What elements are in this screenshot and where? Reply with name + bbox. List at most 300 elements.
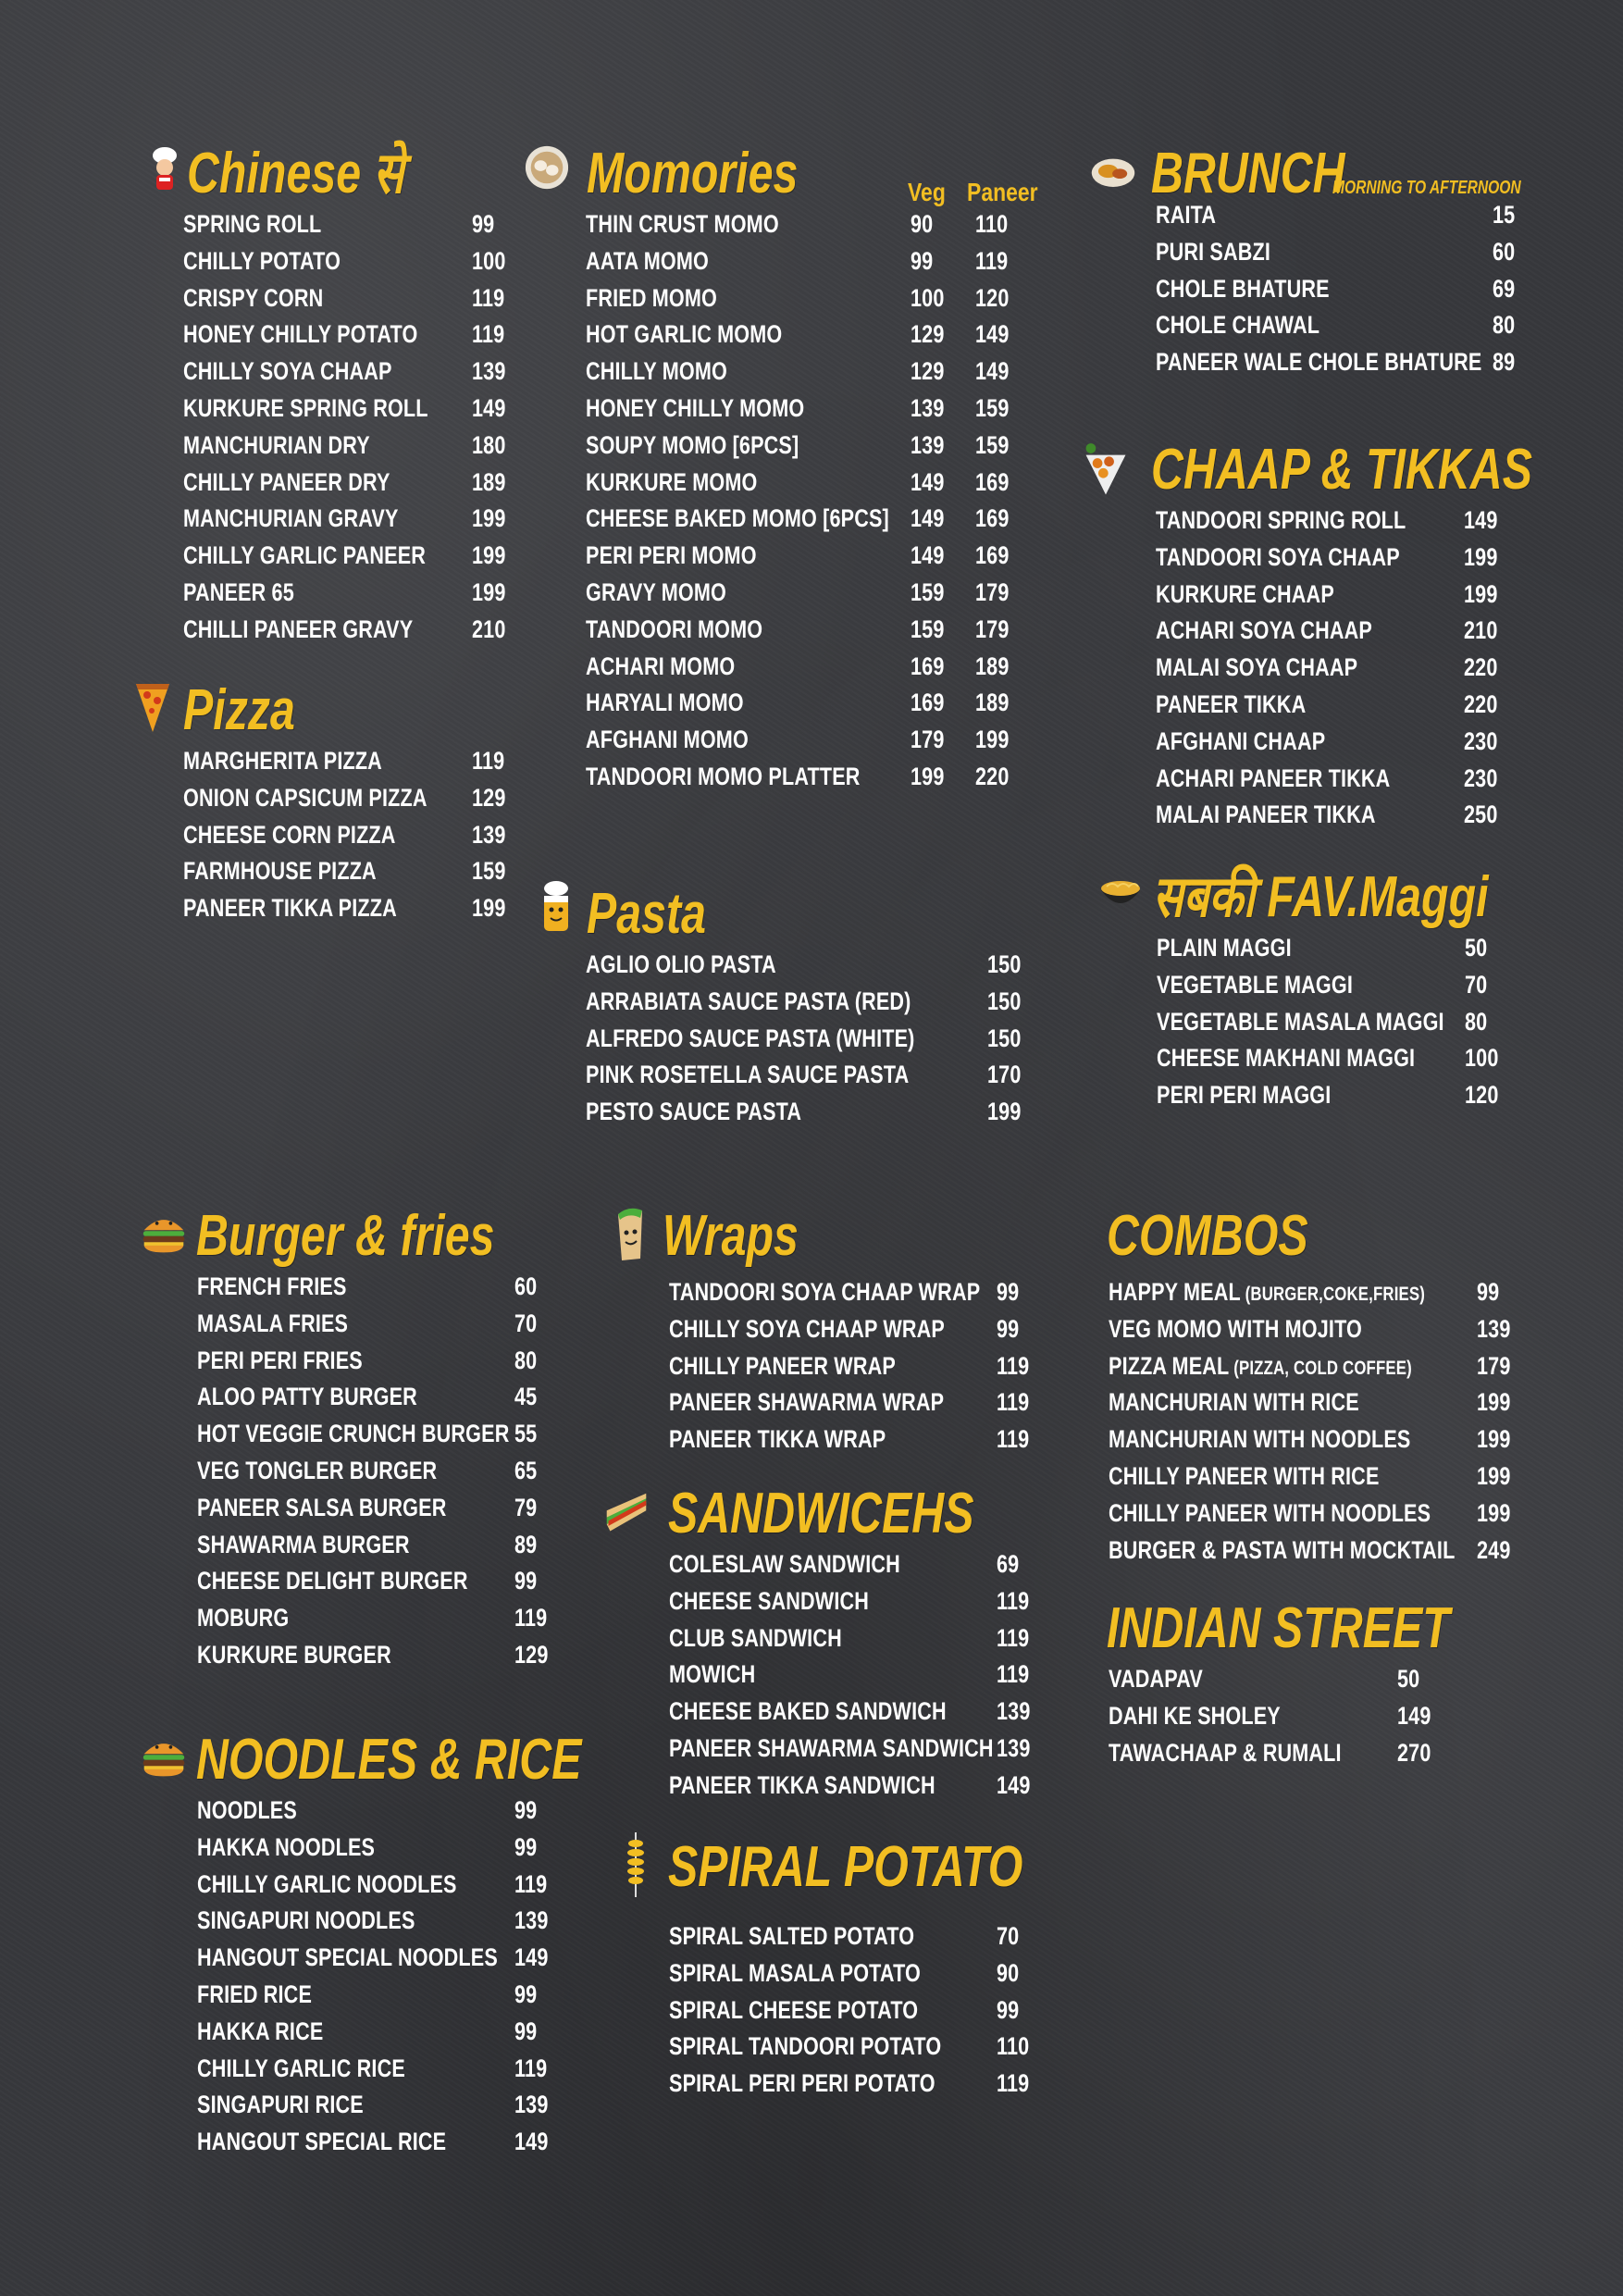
section-burger (141, 1201, 566, 1673)
item-name: CHEESE DELIGHT BURGER (197, 1567, 468, 1595)
menu-item (1156, 612, 1526, 649)
item-price-paneer: 189 (975, 689, 1010, 717)
menu-item (183, 500, 516, 537)
menu-item (197, 1378, 563, 1415)
section-title: CHAAP & TIKKAS (1151, 438, 1532, 502)
item-name: CHILLI PANEER GRAVY (183, 614, 414, 643)
item-price: 210 (472, 614, 506, 643)
menu-item (1156, 539, 1526, 576)
item-name: CHILLY MOMO (586, 357, 727, 386)
item-name: PIZZA MEAL (PIZZA, COLD COFFEE) (1109, 1351, 1412, 1380)
item-price-veg: 159 (911, 577, 945, 606)
chef-beer-icon (533, 885, 579, 931)
column-header-paneer: Paneer (967, 178, 1038, 206)
item-list (183, 742, 518, 926)
item-price-paneer: 159 (975, 393, 1010, 422)
item-price-veg: 179 (911, 726, 945, 754)
item-price: 149 (997, 1770, 1031, 1799)
item-name: ALOO PATTY BURGER (197, 1383, 417, 1411)
item-name: PANEER TIKKA PIZZA (183, 894, 397, 923)
item-price: 199 (1477, 1425, 1511, 1454)
item-price: 50 (1397, 1665, 1420, 1693)
menu-item (197, 1415, 563, 1452)
item-price: 70 (997, 1922, 1020, 1950)
menu-item (586, 205, 1058, 242)
item-price-veg: 129 (911, 357, 945, 386)
item-name: CHILLY GARLIC PANEER (183, 541, 427, 570)
item-price-veg: 169 (911, 652, 945, 680)
menu-item (586, 1093, 1048, 1130)
item-price: 50 (1465, 934, 1488, 962)
item-price-veg: 149 (911, 541, 945, 570)
item-price-paneer: 119 (975, 246, 1009, 275)
menu-item (183, 316, 516, 353)
item-price: 45 (514, 1383, 538, 1411)
menu-item (197, 1342, 563, 1379)
item-name: HANGOUT SPECIAL NOODLES (197, 1943, 498, 1972)
item-price-paneer: 179 (975, 577, 1010, 606)
item-name: COLESLAW SANDWICH (669, 1550, 900, 1578)
item-price: 139 (997, 1733, 1031, 1762)
item-price: 99 (514, 1980, 538, 2008)
item-price: 150 (987, 987, 1022, 1015)
item-price: 149 (472, 393, 506, 422)
item-name: PANEER 65 (183, 577, 294, 606)
menu-item (586, 242, 1058, 279)
item-name: MANCHURIAN WITH NOODLES (1109, 1425, 1411, 1454)
item-name: CHILLY PANEER DRY (183, 467, 390, 496)
item-price: 159 (472, 857, 506, 886)
menu-item (183, 464, 516, 501)
item-list (1157, 929, 1527, 1113)
item-name: MASALA FRIES (197, 1309, 349, 1337)
section-header (1083, 435, 1545, 502)
item-name: MARGHERITA PIZZA (183, 747, 382, 775)
section-title: INDIAN STREET (1107, 1596, 1450, 1660)
item-name: PERI PERI MAGGI (1157, 1081, 1332, 1110)
menu-item (197, 2086, 563, 2123)
burger-icon (141, 1734, 187, 1781)
item-price: 119 (472, 320, 505, 349)
menu-item (1157, 1039, 1527, 1076)
menu-item (1156, 196, 1531, 233)
item-name: VEGETABLE MAGGI (1157, 970, 1354, 999)
item-price: 149 (1464, 506, 1498, 534)
item-price: 120 (1465, 1081, 1499, 1110)
item-name: SPIRAL TANDOORI POTATO (669, 2032, 942, 2061)
item-name: HOT VEGGIE CRUNCH BURGER (197, 1420, 510, 1448)
item-name: FRIED RICE (197, 1980, 313, 2008)
momo-icon (524, 144, 570, 191)
sandwich-icon (603, 1490, 650, 1536)
item-name: SPIRAL SALTED POTATO (669, 1922, 915, 1950)
item-price: 199 (1464, 542, 1498, 571)
item-price-veg: 90 (911, 210, 934, 238)
item-name: PLAIN MAGGI (1157, 934, 1292, 962)
item-list (669, 1917, 1039, 2102)
section-pasta (533, 879, 1051, 1130)
section-spiral (622, 1832, 1066, 2102)
item-name: HAKKA NOODLES (197, 1832, 376, 1861)
section-momories (524, 139, 1060, 795)
item-name: SPIRAL MASALA POTATO (669, 1958, 922, 1987)
item-price: 199 (1477, 1498, 1511, 1527)
menu-item (586, 316, 1058, 353)
menu-item (586, 758, 1058, 795)
item-price: 249 (1477, 1535, 1511, 1564)
menu-item (197, 1939, 563, 1976)
item-price: 119 (997, 1425, 1030, 1454)
menu-item (197, 1636, 563, 1673)
menu-item (1109, 1421, 1516, 1458)
item-price-veg: 159 (911, 614, 945, 643)
item-price-paneer: 159 (975, 430, 1010, 459)
item-name: AFGHANI MOMO (586, 726, 749, 754)
wrap-icon (607, 1205, 653, 1264)
item-name: SINGAPURI NOODLES (197, 1906, 415, 1935)
item-name: CLUB SANDWICH (669, 1623, 842, 1652)
item-name: FRENCH FRIES (197, 1272, 347, 1300)
item-price-paneer: 199 (975, 726, 1010, 754)
menu-item (1157, 1076, 1527, 1113)
section-header (524, 139, 1060, 205)
spiral-potato-icon (622, 1832, 650, 1897)
item-price: 199 (472, 577, 506, 606)
section-title: BRUNCH (1151, 142, 1345, 205)
menu-item (1109, 1273, 1516, 1310)
item-price: 99 (472, 210, 495, 238)
menu-item (586, 1056, 1048, 1093)
menu-item (1157, 966, 1527, 1003)
menu-item (183, 279, 516, 316)
menu-item (197, 2050, 563, 2087)
item-price-paneer: 149 (975, 357, 1010, 386)
item-price: 230 (1464, 726, 1498, 755)
item-name: CHOLE CHAWAL (1156, 311, 1320, 340)
item-list (183, 205, 516, 648)
item-price: 170 (987, 1061, 1022, 1089)
menu-item (1109, 1310, 1516, 1347)
item-price: 100 (1465, 1044, 1499, 1073)
item-name: CHEESE SANDWICH (669, 1586, 870, 1615)
item-price: 80 (1493, 311, 1516, 340)
item-price: 119 (514, 2054, 548, 2082)
item-name: KURKURE BURGER (197, 1640, 391, 1669)
section-title: सबकी FAV.Maggi (1153, 865, 1489, 929)
item-price: 65 (514, 1456, 538, 1484)
item-price: 139 (997, 1697, 1031, 1726)
item-name: CHEESE BAKED SANDWICH (669, 1697, 947, 1726)
menu-item (197, 1526, 563, 1563)
item-price-veg: 199 (911, 762, 945, 790)
menu-item (586, 390, 1058, 427)
item-price: 60 (514, 1272, 538, 1300)
item-name: PANEER SHAWARMA SANDWICH (669, 1733, 994, 1762)
menu-item (197, 1829, 563, 1866)
item-list (586, 946, 1048, 1130)
item-name: RAITA (1156, 201, 1217, 229)
section-header (1107, 1594, 1542, 1660)
section-brunch (1090, 139, 1534, 380)
item-price-veg: 169 (911, 689, 945, 717)
item-price: 80 (514, 1346, 538, 1374)
menu-item (183, 742, 518, 779)
item-name: HAKKA RICE (197, 2017, 324, 2045)
item-name: PERI PERI FRIES (197, 1346, 363, 1374)
item-price: 99 (514, 1567, 538, 1595)
menu-item (669, 1347, 1039, 1384)
menu-item (669, 1693, 1039, 1730)
item-price: 99 (514, 1796, 538, 1824)
item-name: THIN CRUST MOMO (586, 210, 779, 238)
menu-item (1109, 1532, 1516, 1569)
item-price: 69 (1493, 274, 1516, 303)
section-title: Chinese से (187, 142, 404, 205)
section-header (603, 1479, 1047, 1545)
item-list (586, 205, 1058, 795)
item-price: 199 (472, 894, 506, 923)
item-name: KURKURE CHAAP (1156, 579, 1334, 608)
item-price: 99 (997, 1995, 1020, 2024)
item-price: 150 (987, 1024, 1022, 1052)
tikka-icon (1083, 435, 1129, 500)
item-price: 230 (1464, 763, 1498, 792)
item-price: 250 (1464, 800, 1498, 829)
item-name: CHEESE BAKED MOMO [6PCS] (586, 504, 889, 533)
menu-item (1156, 270, 1531, 307)
item-name: SPIRAL CHEESE POTATO (669, 1995, 919, 2024)
item-price: 99 (1477, 1278, 1500, 1306)
section-title: SPIRAL POTATO (668, 1835, 1023, 1899)
item-name: KURKURE MOMO (586, 467, 758, 496)
menu-item (586, 983, 1048, 1020)
item-price: 139 (1477, 1314, 1511, 1343)
section-header (141, 1201, 566, 1268)
item-name: PANEER TIKKA SANDWICH (669, 1770, 935, 1799)
menu-item (197, 1489, 563, 1526)
menu-item (1156, 760, 1526, 797)
menu-item (1156, 306, 1531, 343)
item-price: 70 (514, 1309, 538, 1337)
item-name: AATA MOMO (586, 246, 710, 275)
menu-item (586, 537, 1058, 574)
menu-item (669, 1421, 1039, 1458)
item-price: 199 (1477, 1461, 1511, 1490)
menu-item (197, 1976, 563, 2013)
menu-item (669, 1620, 1039, 1657)
item-name: PANEER TIKKA (1156, 689, 1307, 718)
item-price: 179 (1477, 1351, 1511, 1380)
item-price: 149 (1397, 1701, 1431, 1730)
item-name: MANCHURIAN WITH RICE (1109, 1388, 1359, 1417)
section-noodles (141, 1725, 582, 2160)
item-price: 119 (997, 1660, 1030, 1689)
menu-item (669, 1992, 1039, 2029)
item-name: TANDOORI MOMO PLATTER (586, 762, 861, 790)
item-price: 199 (1464, 579, 1498, 608)
item-name: PERI PERI MOMO (586, 541, 757, 570)
item-price: 199 (1477, 1388, 1511, 1417)
menu-item (183, 574, 516, 611)
item-name: SOUPY MOMO [6PCS] (586, 430, 799, 459)
section-header (130, 676, 518, 742)
item-name: MALAI SOYA CHAAP (1156, 653, 1358, 682)
item-name: HONEY CHILLY POTATO (183, 320, 418, 349)
item-list (197, 1268, 563, 1673)
section-indian-street (1107, 1594, 1542, 1770)
item-price: 189 (472, 467, 506, 496)
menu-item (1109, 1458, 1516, 1495)
item-price-paneer: 179 (975, 614, 1010, 643)
item-name: CHILLY GARLIC RICE (197, 2054, 405, 2082)
menu-item (1109, 1697, 1479, 1734)
item-note: (BURGER,COKE,FRIES) (1240, 1284, 1426, 1305)
menu-item (586, 611, 1058, 648)
item-name: VEGETABLE MASALA MAGGI (1157, 1007, 1444, 1036)
section-chinese (144, 139, 514, 648)
section-title: Burger & fries (196, 1204, 495, 1268)
menu-item (669, 1273, 1039, 1310)
item-name: BURGER & PASTA WITH MOCKTAIL (1109, 1535, 1456, 1564)
item-name: CHOLE BHATURE (1156, 274, 1330, 303)
item-price: 199 (472, 541, 506, 570)
menu-item (183, 390, 516, 427)
section-header (533, 879, 1051, 946)
item-price: 80 (1465, 1007, 1488, 1036)
item-name: MALAI PANEER TIKKA (1156, 800, 1376, 829)
menu-item (1156, 796, 1526, 833)
item-price: 119 (472, 283, 505, 312)
menu-item (197, 1902, 563, 1939)
item-price: 90 (997, 1958, 1020, 1987)
menu-item (183, 242, 516, 279)
item-price-veg: 129 (911, 320, 945, 349)
chef-icon (144, 146, 185, 192)
item-name: PANEER WALE CHOLE BHATURE (1156, 348, 1482, 377)
item-name: VADAPAV (1109, 1665, 1203, 1693)
menu-item (1156, 502, 1526, 539)
item-list (1109, 1273, 1516, 1568)
menu-item (669, 1545, 1039, 1582)
section-header (1107, 1201, 1542, 1268)
item-price-paneer: 169 (975, 467, 1010, 496)
item-name: CHEESE MAKHANI MAGGI (1157, 1044, 1416, 1073)
item-name: ACHARI MOMO (586, 652, 736, 680)
menu-item (586, 427, 1058, 464)
item-name: ALFREDO SAUCE PASTA (WHITE) (586, 1024, 915, 1052)
menu-item (197, 1452, 563, 1489)
menu-item (669, 1656, 1039, 1693)
item-price: 99 (514, 2017, 538, 2045)
item-name: TANDOORI SOYA CHAAP WRAP (669, 1278, 981, 1306)
menu-item (1156, 576, 1526, 613)
item-price: 220 (1464, 689, 1498, 718)
item-price-veg: 149 (911, 467, 945, 496)
menu-item (183, 816, 518, 853)
item-price: 69 (997, 1550, 1020, 1578)
item-list (197, 1792, 563, 2160)
item-price-paneer: 169 (975, 504, 1010, 533)
item-price-paneer: 120 (975, 283, 1010, 312)
item-note: (PIZZA, COLD COFFEE) (1229, 1357, 1412, 1379)
section-title: Momories (587, 142, 799, 205)
item-name: HANGOUT SPECIAL RICE (197, 2128, 447, 2156)
menu-item (197, 1268, 563, 1305)
item-name: HOT GARLIC MOMO (586, 320, 783, 349)
section-combos (1107, 1201, 1542, 1568)
item-price-veg: 99 (911, 246, 934, 275)
item-name: VEG TONGLER BURGER (197, 1456, 438, 1484)
section-header (1097, 863, 1542, 929)
item-list (1109, 1660, 1479, 1770)
item-name: FRIED MOMO (586, 283, 717, 312)
menu-item (197, 2013, 563, 2050)
menu-item (197, 1792, 563, 1829)
section-title: COMBOS (1107, 1204, 1308, 1268)
item-name: GRAVY MOMO (586, 577, 727, 606)
item-price: 100 (472, 246, 506, 275)
item-name: PANEER SALSA BURGER (197, 1493, 447, 1521)
item-name: CHILLY GARLIC NOODLES (197, 1869, 457, 1898)
item-name: CHILLY POTATO (183, 246, 341, 275)
item-price: 220 (1464, 653, 1498, 682)
item-name: SPIRAL PERI PERI POTATO (669, 2069, 935, 2098)
menu-item (197, 1866, 563, 1903)
item-name: SINGAPURI RICE (197, 2091, 364, 2119)
section-wraps (607, 1201, 1051, 1458)
menu-item (1156, 233, 1531, 270)
item-price: 129 (514, 1640, 549, 1669)
item-name: MANCHURIAN DRY (183, 430, 370, 459)
menu-item (586, 574, 1058, 611)
item-price-veg: 149 (911, 504, 945, 533)
item-price: 129 (472, 783, 506, 812)
item-name: ACHARI PANEER TIKKA (1156, 763, 1391, 792)
section-header (622, 1832, 1066, 1899)
menu-item (183, 889, 518, 926)
item-price: 139 (472, 820, 506, 849)
item-price: 99 (997, 1314, 1020, 1343)
menu-item (669, 2065, 1039, 2102)
item-name: CHEESE CORN PIZZA (183, 820, 396, 849)
menu-item (1156, 649, 1526, 686)
item-name: TANDOORI SOYA CHAAP (1156, 542, 1400, 571)
item-name: CHILLY PANEER WRAP (669, 1351, 896, 1380)
item-list (669, 1273, 1039, 1458)
menu-item (669, 1310, 1039, 1347)
item-price: 99 (997, 1278, 1020, 1306)
item-price: 139 (514, 2091, 549, 2119)
item-name: TANDOORI SPRING ROLL (1156, 506, 1406, 534)
item-name: PANEER SHAWARMA WRAP (669, 1388, 945, 1417)
item-price: 55 (514, 1420, 538, 1448)
item-name: NOODLES (197, 1796, 297, 1824)
item-name: CHILLY PANEER WITH NOODLES (1109, 1498, 1431, 1527)
item-name: MOBURG (197, 1604, 290, 1632)
menu-item (586, 946, 1048, 983)
item-price: 180 (472, 430, 506, 459)
menu-item (669, 1730, 1039, 1767)
menu-item (1156, 686, 1526, 723)
menu-item (183, 537, 516, 574)
item-price-veg: 139 (911, 393, 945, 422)
menu-item (183, 611, 516, 648)
item-name: KURKURE SPRING ROLL (183, 393, 428, 422)
item-name: TANDOORI MOMO (586, 614, 763, 643)
item-name: ONION CAPSICUM PIZZA (183, 783, 427, 812)
menu-item (1109, 1495, 1516, 1532)
item-price: 119 (997, 2069, 1030, 2098)
